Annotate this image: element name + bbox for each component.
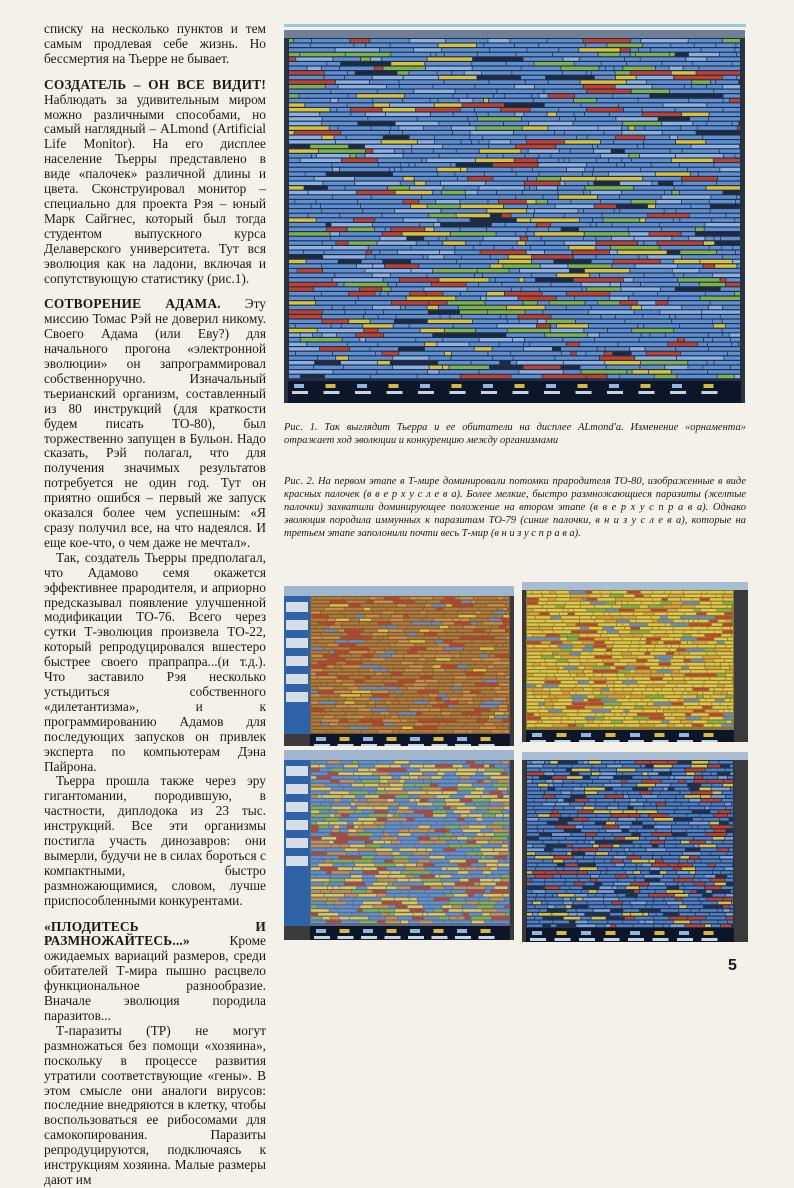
- paragraph-adam-2: Так, создатель Тьерры предполагал, что Адамово семя окажется эффективнее прародителя, и априорно предсказывал появление улучшенной модификации ТО-76. Всего через сутки Т-эволюция произвела ТО-22, который репродуцировался вшестеро быстрее своего прапрапра...(и т.д.). Что заставило Рэя несколько устыдиться собственного «дилетантизма», и к программированию Адамов для последующих запусков он привлек эксперта по компьютерам Дэна Пайрона.: [44, 549, 266, 774]
- stage-3-screenshot: [284, 750, 514, 940]
- paragraph-adam-3: Тьерра прошла также через эру гигантомании, породившую, в частности, диплодока из 23 тыс. инструкций. Все эти организмы постигла участь динозавров: они вымерли, будучи не в силах бороться с компактными, быстро размножающимися, словом, лучше приспособленными конкурентами.: [44, 773, 266, 908]
- paragraph-multiply: [44, 920, 266, 1024]
- stage-2-screenshot: [522, 582, 748, 742]
- page-number: 5: [728, 957, 737, 974]
- figure-1-caption: Рис. 1. Так выглядит Тьерра и ее обитатели на дисплее ALmond'a. Изменение «орнамента» отражает ход эволюции и конкуренцию между организмами: [284, 422, 746, 446]
- screen-titlebar: [284, 586, 514, 596]
- paragraph-creator: [44, 78, 266, 287]
- paragraph-parasites: Т-паразиты (ТР) не могут размножаться без помощи «хозяина», поскольку в процессе развития утратили соответствующие «гены». В этом смысле они аналоги вирусов: последние внедряются в клетку, чтобы воспользоваться ее рибосомами для самокопирования. Паразиты репродуцируются, подключаясь к инструкциям хозяина. Малые размеры дают им: [44, 1022, 266, 1187]
- stage-4-screenshot: [522, 752, 748, 942]
- figure-2-top-left: [284, 586, 514, 746]
- figure-1-almond-display: [284, 30, 745, 403]
- screen-titlebar: [284, 30, 745, 38]
- paragraph-intro: списку на несколько пунктов и тем самым продлевая себе жизнь. Но бессмертия на Тьерре не бывает.: [44, 21, 266, 66]
- article-column: [44, 22, 266, 1188]
- text-adam: Эту миссию Томас Рэй не доверил никому. Своего Адама (или Еву?) для начального прогона «электронной эволюции» он запрограммировал собственноручно. Изначальный тьерианский организм, составленный из 80 инструкций (для краткости будем писать ТО-80), был торжественно запущен в Бульон. Надо сказать, Рэй полагал, что для получения значимых результатов потребуется не один год. Тут он приятно ошибся – первый же запуск оказался более чем успешным: «Я сразу получил все, на что надеялся. И еще кое-что, о чем даже не мечтал».: [44, 296, 267, 550]
- figure-2-bottom-right: [522, 752, 748, 942]
- figure-2-top-right: [522, 582, 748, 742]
- paragraph-adam: [44, 297, 266, 550]
- top-divider: [284, 24, 746, 27]
- heading-creator: СОЗДАТЕЛЬ – ОН ВСЕ ВИДИТ!: [44, 76, 266, 92]
- text-multiply: Кроме ожидаемых вариаций размеров, среди обитателей Т-мира пышно расцвело функциональное разнообразие. Вначале эволюция породила паразитов...: [44, 933, 266, 1023]
- almond-monitor-image: [284, 30, 745, 403]
- figure-2-bottom-left: [284, 750, 514, 940]
- screen-titlebar: [522, 752, 748, 760]
- stage-1-screenshot: [284, 586, 514, 746]
- text-creator: Наблюдать за удивительным миром можно различными способами, но самый наглядный – ALmond (Artificial Life Monitor). На его дисплее население Тьерры представлено в виде «палочек» различной длины и цвета. Сконструировал монитор – специально для проекта Рэя – юный Марк Сайгнес, который был тогда студентом выпускного курса Делаверского университета. Тут вся эволюция как на ладони, включая и сопутствующую статистику (рис.1).: [44, 91, 266, 286]
- heading-adam: СОТВОРЕНИЕ АДАМА.: [44, 296, 221, 312]
- screen-titlebar: [284, 750, 514, 760]
- screen-titlebar: [522, 582, 748, 590]
- heading-multiply: «ПЛОДИТЕСЬ И РАЗМНОЖАЙТЕСЬ...»: [44, 918, 266, 949]
- figure-2-caption: Рис. 2. На первом этапе в Т-мире доминировали потомки прародителя ТО-80, изображенные в виде красных палочек (в в е р х у с л е в а). Более мелкие, быстро размножающиеся паразиты (желтые палочки) захватили доминирующее положение на втором этапе (в в е р х у с п р а в а). Однако эволюция породила иммунных к паразитам ТО-79 (синие палочки, в н и з у с л е в а), которые на третьем этапе заполонили почти весь Т-мир (в н и з у с п р а в а).: [284, 476, 746, 539]
